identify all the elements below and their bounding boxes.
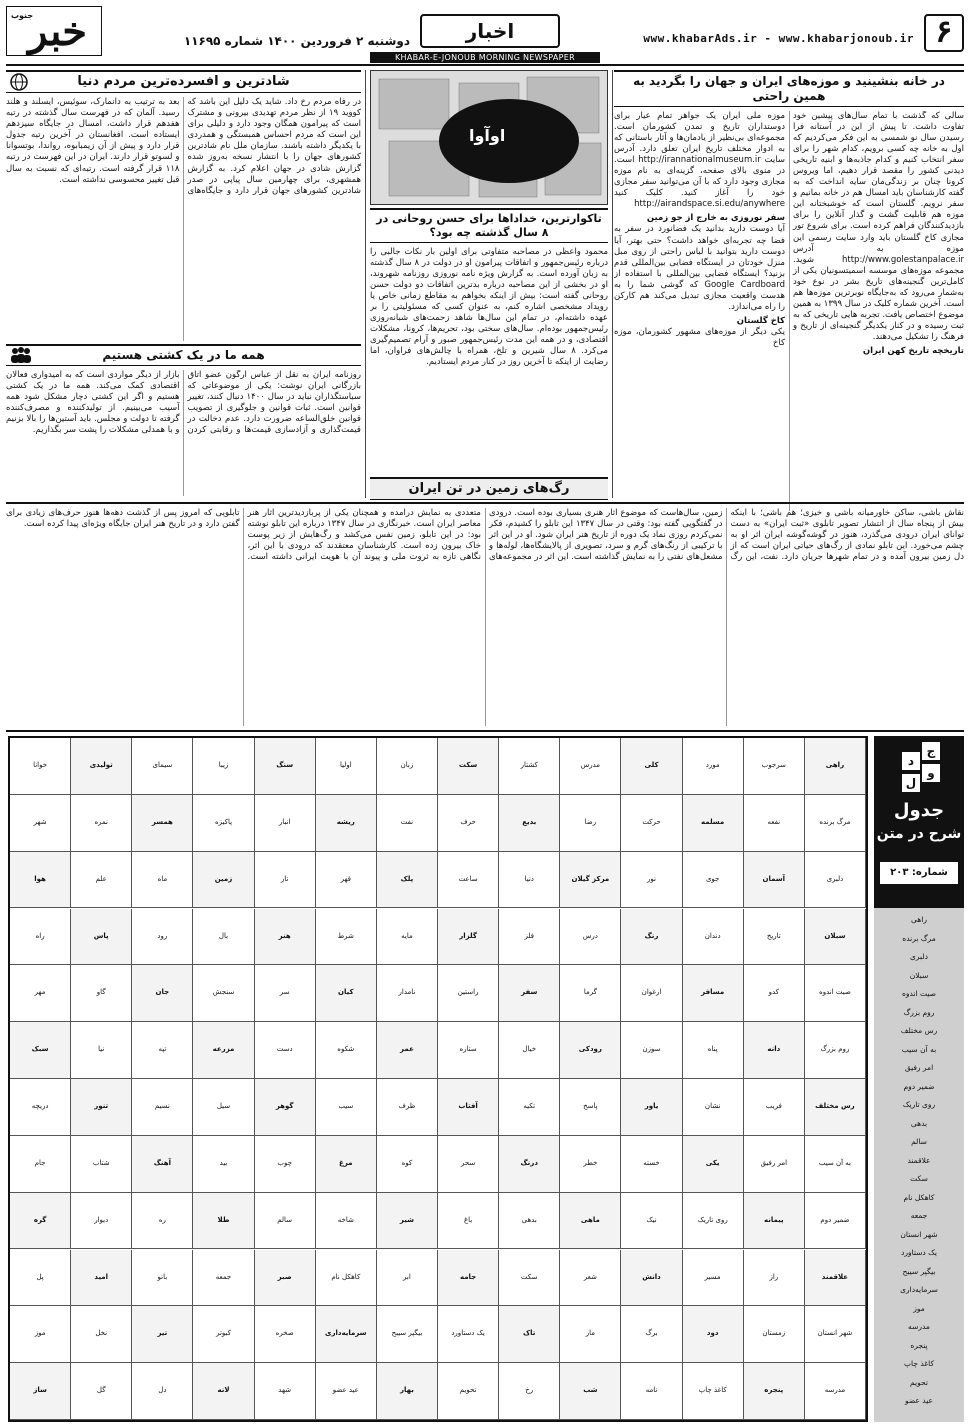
crossword-cell[interactable]: تحویم (438, 1363, 499, 1420)
crossword-cell[interactable]: پناه (683, 1022, 744, 1079)
crossword-cell[interactable]: تپه (132, 1022, 193, 1079)
crossword-cell[interactable]: گره (10, 1193, 71, 1250)
crossword-cell[interactable]: نخل (71, 1306, 132, 1363)
crossword-cell[interactable]: علاقمند (805, 1250, 866, 1307)
crossword-grid (8, 736, 868, 1422)
crossword-cell[interactable]: مزرعه (193, 1022, 254, 1079)
article-noruz-title: تاکوارترین، خداداها برای حسن روحانی در ۸ سال گذشته چه بود؟ (370, 208, 608, 243)
crossword-cell[interactable]: ساز (10, 1363, 71, 1420)
crossword-cell[interactable]: دل (132, 1363, 193, 1420)
crossword-side-clue: جمعه (910, 1211, 928, 1221)
section-divider (6, 502, 964, 504)
crossword-cell[interactable]: مرکز گیلان (560, 852, 621, 909)
crossword-cell[interactable]: شاخه (316, 1193, 377, 1250)
crossword-cell[interactable]: رخ (499, 1363, 560, 1420)
article-museum-subhead-2: سفر نوروزی به خارج از جو زمین (646, 213, 785, 224)
crossword-cell[interactable]: نفعه (744, 795, 805, 852)
crossword-divider (6, 730, 964, 732)
crossword-cell[interactable]: دریچه (10, 1079, 71, 1136)
crossword-cell[interactable]: عید عضو (316, 1363, 377, 1420)
crossword-cell[interactable]: آسمان (744, 852, 805, 909)
crossword-side-clue: دلبری (910, 952, 928, 962)
crossword-cell[interactable]: دلبری (805, 852, 866, 909)
crossword-cell[interactable]: خیال (499, 1022, 560, 1079)
crossword-cell[interactable]: مسیر (683, 1250, 744, 1307)
crossword-cell[interactable]: مهر (10, 965, 71, 1022)
crossword-cell[interactable]: سالم (255, 1193, 316, 1250)
column-divider (612, 70, 613, 498)
crossword-cell[interactable]: نشان (683, 1079, 744, 1136)
article-noruz-image-text: اوآوا (469, 126, 506, 145)
crossword-cell[interactable]: هنر (255, 909, 316, 966)
crossword-side-clue: امر رفیق (904, 1063, 934, 1073)
crossword-cell[interactable]: حرف (438, 795, 499, 852)
article-museum (614, 70, 964, 498)
crossword-cell[interactable]: پیمانه (744, 1193, 805, 1250)
crossword-side-clue: موز (913, 1303, 925, 1313)
website-urls[interactable]: www.khabarAds.ir - www.khabarjonoub.ir (643, 32, 914, 45)
crossword-cell[interactable]: بیگپر سیبح (377, 1306, 438, 1363)
crossword-cell[interactable]: سنجش (193, 965, 254, 1022)
crossword-cell[interactable]: جامه (438, 1250, 499, 1307)
crossword-cell[interactable]: سیمای (132, 738, 193, 795)
crossword-cell[interactable]: دانش (621, 1250, 682, 1307)
crossword-cell[interactable]: سنگ (255, 738, 316, 795)
crossword-cell[interactable]: راه (10, 909, 71, 966)
crossword-cell[interactable]: علم (71, 852, 132, 909)
crossword-side-clue: مدرسه (908, 1322, 930, 1332)
article-museum-title: در خانه بنشینید و موزه‌های ایران و جهان را بگردید به همین راحتی (614, 70, 964, 107)
crossword-side-clue: کاغذ چاپ (903, 1359, 935, 1369)
crossword-cell[interactable]: زمستان (744, 1306, 805, 1363)
crossword-cell[interactable]: کاغذ چاپ (683, 1363, 744, 1420)
crossword-cell[interactable]: سکت (438, 738, 499, 795)
crossword-cell[interactable]: مدرسه (805, 1363, 866, 1420)
crossword-cell[interactable]: ریشه (316, 795, 377, 852)
crossword-cell[interactable]: دیوار (71, 1193, 132, 1250)
crossword-cell[interactable]: جان (132, 965, 193, 1022)
crossword-cell[interactable]: فلز (499, 909, 560, 966)
crossword-side-clue: عید عضو (905, 1396, 933, 1406)
crossword-cell[interactable]: راهی (805, 738, 866, 795)
crossword-cell[interactable]: دست (255, 1022, 316, 1079)
badge-letter: د (902, 752, 920, 770)
crossword-side-clue: مرگ برنده (902, 933, 936, 943)
crossword-cell[interactable]: شعر (560, 1250, 621, 1307)
crossword-cell[interactable]: آهنگ (132, 1136, 193, 1193)
crossword-side-clue: علاقمند (907, 1155, 931, 1165)
crossword-cell[interactable]: بید (193, 1136, 254, 1193)
crossword-cell[interactable]: رودکی (560, 1022, 621, 1079)
crossword-cell[interactable]: روی تاریک (683, 1193, 744, 1250)
crossword-cell[interactable]: اولیا (316, 738, 377, 795)
crossword-sidebar (874, 736, 964, 1422)
crossword-cell[interactable]: نامه (621, 1363, 682, 1420)
crossword-cell[interactable]: ره (132, 1193, 193, 1250)
badge-letter: ل (902, 774, 920, 792)
crossword-cell[interactable]: نیا (71, 1022, 132, 1079)
crossword-cell[interactable]: شهر انستان (805, 1306, 866, 1363)
crossword-cell[interactable]: حرکت (621, 795, 682, 852)
article-museum-para-3: آیا دوست دارید بدانید یک فضانورد در سفر به فضا چه تجربه‌ای خواهد داشت؟ حتی بهتر، آیا دوست دارید بتوانید با لباس راحتی از روی مبل منزل خودتان در ایستگاه فضایی بین‌المللی قدم بزنید؟ ایستگاه فضایی بین‌المللی با استفاده از Google Cardboard که گوشی شما را به هدست واقعیت مجازی تبدیل می‌کند هم کارکن را راه می‌اندازد. (614, 224, 785, 312)
crossword-side-clue: تحویم (910, 1377, 928, 1387)
crossword-cell[interactable]: ضمیر دوم (805, 1193, 866, 1250)
crossword-cell[interactable]: پنجره (744, 1363, 805, 1420)
crossword-side-clue: صیت اندوه (901, 989, 937, 999)
crossword-cell[interactable]: زیبا (193, 738, 254, 795)
crossword-cell[interactable]: تاریخ (744, 909, 805, 966)
crossword-cell[interactable]: مرغ (316, 1136, 377, 1193)
crossword-cell[interactable]: موز (10, 1306, 71, 1363)
crossword-cell[interactable]: درنگ (499, 1136, 560, 1193)
crossword-cell[interactable]: لانه (193, 1363, 254, 1420)
crossword-cell[interactable]: نامدار (377, 965, 438, 1022)
crossword-cell[interactable]: مار (560, 1306, 621, 1363)
crossword-cell[interactable]: نمره (71, 795, 132, 852)
crossword-cell[interactable]: سکت (499, 1250, 560, 1307)
crossword-cell[interactable]: نسیم (132, 1079, 193, 1136)
crossword-cell[interactable]: تکیه (499, 1079, 560, 1136)
article-museum-para-2: موزه ملی ایران یک جواهر تمام عیار برای دوستداران تاریخ و تمدن کشورمان است. مجموعه‌ای بی‌نظیر از یادمان‌ها و آثار باستانی که به ادوار مختلف تاریخ ایران تعلق دارد. آدرس سایت http://irannationalmuseum.ir است. در منوی بالای صفحه، گزینه‌ای به نام موزه مجازی وجود دارد که با آن می‌توانید سفر مجازی خود را آغاز کنید. کلیک کنید http://airandspace.si.edu/anywhere (614, 111, 785, 210)
crossword-cell[interactable]: برگ (621, 1306, 682, 1363)
crossword-cell[interactable]: طلا (193, 1193, 254, 1250)
article-noruz-body: محمود واعظی در مصاحبه متفاوتی برای اولین بار نکات جالبی را درباره رئیس‌جمهور و اتفاقات پیرامون او در دولت در ۸ سال گذشته به زبان آورده است. به گزارش ویژه نامه نوروزی روزنامه شهروند، او در بخشی از این مصاحبه درباره بدترین اتفاقات دو دولت حسن روحانی گفته است: بیش از اینکه بخواهم به مقاطع زمانی خاص یا رویداد مشخصی اشاره کنم، به عنوان کسی که مسئولیتی را بر عهده داشته‌ام، در تمام این سال‌ها شاهد زحمت‌های شبانه‌روزی رئیس‌جمهور بوده‌ام. سال‌های سختی بود، تحریم‌ها، کرونا، مشکلات اقتصادی، و در همه این مدت رئیس‌جمهور صبور و آرام تصمیم‌گیری می‌کرد. ۸ سال شیرین و تلخ، همراه با چالش‌های فراوان، اما رضایت از اینکه تا آخرین روز در کنار مردم ایستادیم. (370, 246, 608, 367)
crossword-number: شماره: ۲۰۳ (880, 862, 958, 884)
crossword-badge (882, 742, 958, 798)
crossword-cell[interactable]: نیک (621, 1193, 682, 1250)
crossword-cell[interactable]: ماهی (560, 1193, 621, 1250)
crossword-side-clue: ضمیر دوم (903, 1081, 935, 1091)
newspaper-strip: KHABAR-E-JONOUB MORNING NEWSPAPER (370, 52, 600, 63)
crossword-cell[interactable]: سبک (10, 1022, 71, 1079)
crossword-side-clue: روم بزرگ (903, 1007, 935, 1017)
crossword-cell[interactable]: راستین (438, 965, 499, 1022)
crossword-cell[interactable]: ستاره (438, 1022, 499, 1079)
crossword-cell[interactable]: کیان (316, 965, 377, 1022)
crossword-cell[interactable]: کلی (621, 738, 682, 795)
crossword-cell[interactable]: نور (621, 852, 682, 909)
crossword-cell[interactable]: کبوتر (193, 1306, 254, 1363)
crossword-cell[interactable]: کشتار (499, 738, 560, 795)
crossword-cell[interactable]: گلزار (438, 909, 499, 966)
crossword-cell[interactable]: تیر (132, 1306, 193, 1363)
crossword-cell[interactable]: ماه (132, 852, 193, 909)
crossword-cell[interactable]: امید (71, 1250, 132, 1307)
crossword-cell[interactable]: رضا (560, 795, 621, 852)
crossword-cell[interactable]: باغ (438, 1193, 499, 1250)
crossword-cell[interactable]: یاور (621, 1079, 682, 1136)
crossword-cell[interactable]: رنگ (621, 909, 682, 966)
crossword-side-clue: پنجره (910, 1340, 928, 1350)
badge-letter: و (922, 764, 940, 782)
masthead (0, 0, 970, 68)
crossword-cell[interactable]: بانو (132, 1250, 193, 1307)
crossword-cell[interactable]: سحر (438, 1136, 499, 1193)
crossword-cell[interactable]: یکی (683, 1136, 744, 1193)
newspaper-logo (6, 6, 102, 56)
crossword-cell[interactable]: تنور (71, 1079, 132, 1136)
column-divider (365, 70, 366, 498)
crossword-cell[interactable]: یک دستاورد (438, 1306, 499, 1363)
crossword-side-clue: سبلان (909, 970, 929, 980)
article-bottom-body: نقاش باشی، ساکن خاورمیانه باشی و خیزی؛ هم باشی؛ با اینکه بیش از پنجاه سال از انتشار تصویر تابلوی «ثبت ایران» به دست توانای ایران درودی می‌گذرد، هنوز در گوشه‌گوشه ایران اثر او به چشم می‌خورد. این تابلو نمادی از رگ‌های حیاتی ایران است که از دل زمین بیرون آمده و در تمام شهرها جریان دارد. نفت، این رگ زمین، سال‌هاست که موضوع آثار هنری بسیاری بوده است. درودی در گفتگویی گفته بود: وقتی در سال ۱۳۴۷ این تابلو را کشیدم، فکر نمی‌کردم روزی نماد یک دوره از تاریخ هنر ایران شود. او در این اثر با ترکیبی از رنگ‌های گرم و سرد، تصویری از پالایشگاه‌ها، لوله‌ها و مشعل‌های نفتی را به نمایش گذاشته است. این اثر در مجموعه‌های متعددی به نمایش درآمده و همچنان یکی از پربازدیدترین آثار هنر معاصر ایران است. خبرنگاری در سال ۱۳۴۷ درباره این تابلو نوشته بود: در این تابلو، زمین نفس می‌کشد و رگ‌هایش از زیر پوست خاک بیرون زده است. کارشناسان معتقدند که درودی با این اثر، نگاهی تازه به ثروت ملی و پیوند آن با هویت ایرانی داشته است. تابلویی که امروز پس از گذشت دهه‌ها هنوز حرف‌های زیادی برای گفتن دارد و در تاریخ هنر ایران جایگاه ویژه‌ای پیدا کرده است. (6, 508, 964, 563)
article-noruz-image (370, 70, 608, 205)
crossword-cell[interactable]: رود (132, 909, 193, 966)
crossword-cell[interactable]: کوه (377, 1136, 438, 1193)
article-happy-title (6, 70, 361, 93)
crossword-cell[interactable]: مدرس (560, 738, 621, 795)
crossword-cell[interactable]: مایه (377, 909, 438, 966)
crossword-cell[interactable]: چوب (255, 1136, 316, 1193)
crossword-cell[interactable]: به آن سیب (805, 1136, 866, 1193)
article-museum-para-4: یکی دیگر از موزه‌های مشهور کشورمان، موزه کاخ (614, 326, 785, 348)
crossword-cell[interactable]: سوزن (621, 1022, 682, 1079)
article-wrestle-body: روزنامه ایران به نقل از عباس آرگون عضو اتاق بازرگانی ایران نوشت: یکی از موضوعاتی که سیاستگذاران نباید در سال ۱۴۰۰ دنبال کنند، تغییر قوانین است. ثبات قوانین و جلوگیری از تصویب قوانین خلق‌الساعه ضرورت دارد. عدم دخالت در قیمت‌گذاری و آزادسازی قیمت‌ها و رقابتی کردن بازار از دیگر مواردی است که به امیدواری فعالان اقتصادی کمک می‌کند. همه ما در یک کشتی هستیم و اگر این کشتی دچار مشکل شود همه آسیب می‌بینیم. از تولیدکننده و مصرف‌کننده گرفته تا دولت و مجلس. باید آستین‌ها را بالا بزنیم و با همدلی مشکلات را پشت سر بگذاریم. (6, 370, 361, 436)
crossword-cell[interactable]: همسر (132, 795, 193, 852)
article-happy (6, 70, 361, 340)
crossword-cell[interactable]: رس مختلف (805, 1079, 866, 1136)
article-museum-subhead-3: کاخ گلستان (736, 315, 785, 326)
people-icon (10, 347, 32, 363)
crossword-cell[interactable]: مرگ برنده (805, 795, 866, 852)
crossword-cell[interactable]: جام (10, 1136, 71, 1193)
crossword-cell[interactable]: پاکیزه (193, 795, 254, 852)
article-wrestle (6, 344, 361, 498)
crossword-side-clue: کاهکل نام (903, 1192, 935, 1202)
article-museum-subhead-1: تاریخچه تاریخ کهن ایران (862, 345, 964, 356)
crossword-cell[interactable]: سیب (316, 1079, 377, 1136)
crossword-cell[interactable]: خطر (560, 1136, 621, 1193)
crossword-cell[interactable]: شب (560, 1363, 621, 1420)
dateline: دوشنبه ۲ فروردین ۱۴۰۰ شماره ۱۱۶۹۵ (183, 34, 410, 48)
crossword-side-clue: سکت (910, 1174, 928, 1184)
crossword-side-clue: سالم (911, 1137, 927, 1147)
crossword-side-clue: روی تاریک (902, 1100, 936, 1110)
crossword-cell[interactable]: آفتاب (438, 1079, 499, 1136)
crossword-cell[interactable]: دنیا (499, 852, 560, 909)
crossword-cell[interactable]: تار (255, 852, 316, 909)
crossword-side-clue: راهی (911, 915, 927, 924)
crossword-cell[interactable]: بال (193, 909, 254, 966)
crossword-subtitle: شرح در متن (876, 826, 962, 842)
crossword-cell[interactable]: شکوه (316, 1022, 377, 1079)
article-noruz-subtitle: رگ‌های زمین در تن ایران (370, 477, 608, 500)
article-noruz (370, 70, 608, 498)
logo-sub: جنوب (11, 11, 34, 20)
crossword-side-clue: شهر انستان (900, 1229, 938, 1239)
crossword-cell[interactable]: صیت اندوه (805, 965, 866, 1022)
crossword-cell[interactable]: عمر (377, 1022, 438, 1079)
crossword-cell[interactable]: سرمایه‌داری (316, 1306, 377, 1363)
crossword-cell[interactable]: ابر (377, 1250, 438, 1307)
crossword-cell[interactable]: مسافر (683, 965, 744, 1022)
crossword-cell[interactable]: ارغوان (621, 965, 682, 1022)
crossword-side-clue: رس مختلف (900, 1026, 938, 1036)
crossword-cell[interactable]: پل (10, 1250, 71, 1307)
crossword-cell[interactable]: ظرف (377, 1079, 438, 1136)
article-wrestle-title (6, 344, 361, 366)
crossword-cell[interactable]: امر رفیق (744, 1136, 805, 1193)
article-happy-body: در رفاه مردم رخ داد. شاید یک دلیل این باشد که کووید ۱۹ از نظر مردم تهدیدی بیرونی و مشترک است که پیرامون همگان وجود دارد و دلیلی برای این است که مردم احساس همبستگی و همدردی با یکدیگر داشته باشند. سازمان ملل نام شاد‌ترین کشورهای جهان را با انتشار نسخه به‌روز شده گزارش شادی در جهان اعلام کرد. به گزارش همشهری، برای چهارمین سال پیاپی در صدر شادترین کشورهای جهان قرار دارد و جایگاه‌های بعد به ترتیب به دانمارک، سوئیس، ایسلند و هلند رسید. آلمان که در فهرست سال گذشته در رتبه هفدهم قرار داشت، امسال در جایگاه سیزدهم ایستاده است. افغانستان در آخرین رتبه جدول قرار دارد و پیش از آن زیمبابوه، رواندا، بوتسوانا و لسوتو قرار دارند. ایران در این فهرست در رتبه ۱۱۸ قرار گرفته است. رتبه‌ای که نسبت به سال قبل تغییر محسوسی نداشته است. (6, 97, 361, 196)
crossword-cell[interactable]: بهار (377, 1363, 438, 1420)
crossword-cell[interactable]: ساعت (438, 852, 499, 909)
logo-word: خبر (28, 8, 87, 55)
crossword-side-clue: یک دستاورد (901, 1248, 937, 1258)
crossword-cell[interactable]: درس (560, 909, 621, 966)
crossword-cell[interactable]: مسلمه (683, 795, 744, 852)
crossword-cell[interactable]: کدو (744, 965, 805, 1022)
crossword-cell[interactable]: سبلان (805, 909, 866, 966)
crossword-cell[interactable]: سر (255, 965, 316, 1022)
crossword-cell[interactable]: سیل (193, 1079, 254, 1136)
page-number: ۶ (924, 14, 964, 52)
crossword-cell[interactable]: صخره (255, 1306, 316, 1363)
crossword-cell[interactable]: جمعه (193, 1250, 254, 1307)
crossword-cell[interactable]: پاس (71, 909, 132, 966)
crossword-cell[interactable]: خوانا (10, 738, 71, 795)
crossword-cell[interactable]: تاک (499, 1306, 560, 1363)
crossword-cell[interactable]: بدهی (499, 1193, 560, 1250)
article-museum-para-1: سالی که گذشت با تمام سال‌های پیشین خود تفاوت داشت. تا پیش از این در آستانه فرا رسیدن سال نو شمسی به این فکر می‌کردیم که اول به خانه چه کسی برویم، کدام شهر را برای سفر انتخاب کنیم و کدام جاذبه‌ها و ابنیه تاریخی دیدنی کشور را مقصد قرار دهیم، اما ویروس کرونا چنان بر زندگی‌مان سایه انداخت که به گفته کارشناسان باید امسال هم در خانه بمانیم و سفر نرویم. گلستان است که خوشبختانه این موزه هم قابلیت گشت و گذار آنلاین را برای بازدیدکنندگان فراهم کرده است. برای شروع تور مجازی کاخ گلستان باید وارد سایت رسمی این موزه به آدرس http://www.golestanpalace.ir شوید. مجموعه موزه‌های موسسه اسمیتسونیان یکی از کامل‌ترین گنجینه‌های تاریخ بشر در نوع خود به‌شمار می‌رود که به‌جایگاه نوبرترین موزه‌ها هم است. آخرین شماره کلیک در سال ۱۳۹۹ به همین موضوع اختصاص یافت. تجربه هایی تاریخی که به ثبت رسیده و در کنار یکدیگر گنجینه‌ای از تاریخ و فرهنگ را تشکیل می‌دهند. (793, 111, 964, 342)
crossword-side-clue: بیگپر سیبح (902, 1266, 936, 1276)
crossword-cell[interactable]: پلک (377, 852, 438, 909)
crossword-cell[interactable]: جوی (683, 852, 744, 909)
crossword-cell[interactable]: بدیع (499, 795, 560, 852)
crossword-cell[interactable]: تولیدی (71, 738, 132, 795)
header-divider (6, 64, 964, 66)
crossword-cell[interactable]: گرما (560, 965, 621, 1022)
article-happy-title-text: شادترین و افسرده‌ترین مردم دنیا (77, 74, 290, 89)
crossword-title: جدول (893, 800, 945, 821)
crossword-side-clue: بدهی (910, 1118, 928, 1128)
crossword-side-clue: سرمایه‌داری (900, 1285, 938, 1295)
crossword-cell[interactable]: دانه (744, 1022, 805, 1079)
crossword-cell[interactable]: دندان (683, 909, 744, 966)
crossword-cell[interactable]: شیر (377, 1193, 438, 1250)
crossword-cell[interactable]: گاو (71, 965, 132, 1022)
crossword-cell[interactable]: راز (744, 1250, 805, 1307)
crossword-cell[interactable]: مورد (683, 738, 744, 795)
crossword-cell[interactable]: شهر (10, 795, 71, 852)
crossword-cell[interactable]: هوا (10, 852, 71, 909)
badge-letter: ج (922, 742, 940, 760)
crossword-cell[interactable]: صبر (255, 1250, 316, 1307)
globe-icon (10, 73, 28, 91)
crossword-cell[interactable]: گل (71, 1363, 132, 1420)
crossword-cell[interactable]: سرجوب (744, 738, 805, 795)
crossword-cell[interactable]: زمین (193, 852, 254, 909)
crossword-cell[interactable]: دود (683, 1306, 744, 1363)
section-title: اخبار (420, 14, 560, 48)
crossword-cell[interactable]: کاهکل نام (316, 1250, 377, 1307)
crossword-cell[interactable]: نفت (377, 795, 438, 852)
crossword-cell[interactable]: گوهر (255, 1079, 316, 1136)
crossword-side-clue: به آن سیب (901, 1044, 937, 1054)
crossword-cell[interactable]: فریب (744, 1079, 805, 1136)
crossword-cell[interactable]: خسته (621, 1136, 682, 1193)
article-museum-body (614, 111, 964, 511)
crossword-cell[interactable]: شتاب (71, 1136, 132, 1193)
crossword-cell[interactable]: سفر (499, 965, 560, 1022)
crossword-cell[interactable]: پاسخ (560, 1079, 621, 1136)
crossword-cell[interactable]: زبان (377, 738, 438, 795)
crossword-cell[interactable]: روم بزرگ (805, 1022, 866, 1079)
crossword-cell[interactable]: شرط (316, 909, 377, 966)
crossword-cell[interactable]: قهر (316, 852, 377, 909)
crossword-cell[interactable]: انبار (255, 795, 316, 852)
article-wrestle-title-text: همه ما در یک کشتی هستیم (102, 348, 265, 362)
crossword-cell[interactable]: شهد (255, 1363, 316, 1420)
